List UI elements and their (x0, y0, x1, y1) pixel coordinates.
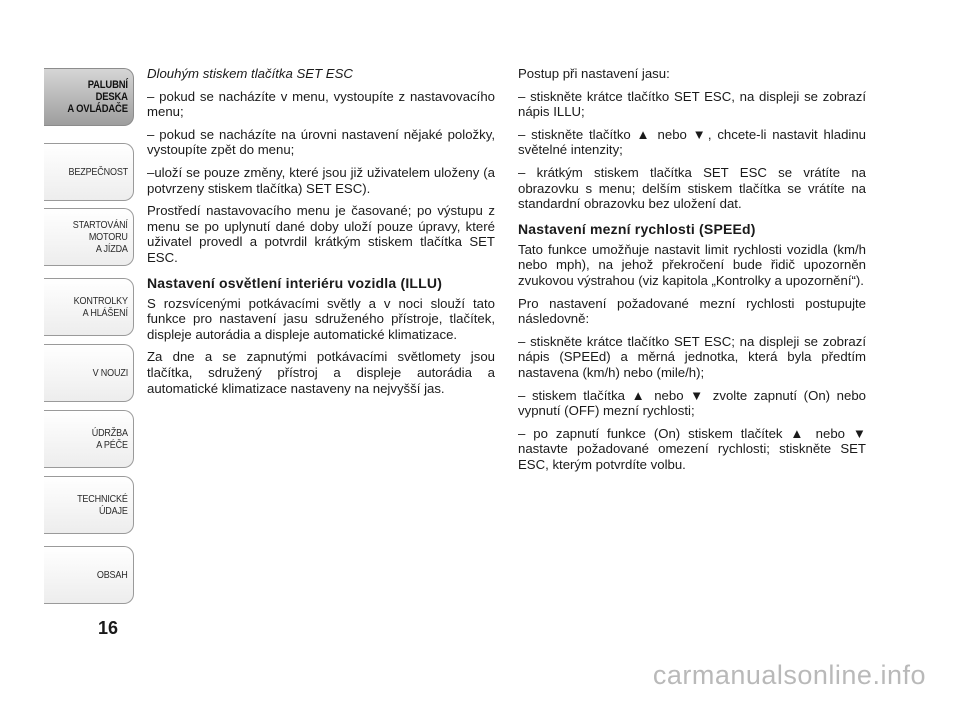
paragraph: – pokud se nacházíte na úrovni nastavení nějaké položky, vystoupíte zpět do menu; (147, 126, 495, 158)
paragraph: S rozsvícenými potkávacími světly a v noci slouží tato funkce pro nastavení jasu sdruženého přístroje, tlačítek, displeje autorádia a displeje automatické klimatizace. (147, 295, 495, 342)
tab-label: OBSAH (97, 569, 128, 581)
paragraph: – stiskněte krátce tlačítko SET ESC, na displeji se zobrazí nápis ILLU; (518, 88, 866, 120)
page-number: 16 (98, 618, 119, 638)
paragraph: – stiskněte tlačítko ▲ nebo ▼, chcete-li nastavit hladinu světelné intenzity; (518, 126, 866, 158)
tab-technicke-udaje[interactable] (44, 476, 134, 534)
tab-label: KONTROLKY A HLÁŠENÍ (73, 295, 128, 319)
paragraph: – po zapnutí funkce (On) stiskem tlačítek ▲ nebo ▼ nastavte požadované omezení rychlosti; stiskněte SET ESC, kterým potvrdíte volbu. (518, 425, 866, 472)
tab-label: ÚDRŽBA A PÉČE (91, 427, 128, 451)
tab-label: TECHNICKÉ ÚDAJE (77, 493, 128, 517)
tab-udrzba[interactable] (44, 410, 134, 468)
paragraph: Tato funkce umožňuje nastavit limit rychlosti vozidla (km/h nebo mph), na jehož překročení bude řidič upozorněn zvukovou výstrahou (viz kapitola „Kontrolky a upozornění“). (518, 241, 866, 288)
paragraph: – krátkým stiskem tlačítka SET ESC se vrátíte na obrazovku s menu; delším stiskem tlačítka se vrátíte na standardní obrazovku bez uložení dat. (518, 164, 866, 212)
paragraph: – pokud se nacházíte v menu, vystoupíte z nastavovacího menu; (147, 88, 495, 120)
tab-label: BEZPEČNOST (68, 166, 128, 178)
paragraph: –uloží se pouze změny, které jsou již uživatelem uloženy (a potvrzeny stiskem tlačítka) SET ESC). (147, 164, 495, 196)
paragraph: – stiskem tlačítka ▲ nebo ▼ zvolte zapnutí (On) nebo vypnutí (OFF) mezní rychlosti; (518, 387, 866, 419)
right-text-column (518, 66, 866, 479)
tab-palubni-deska[interactable] (44, 68, 134, 126)
paragraph: Za dne a se zapnutými potkávacími světlomety jsou tlačítka, sdružený přístroj a displeje autorádia a automatické klimatizace nastaveny na nejvyšší jas. (147, 349, 495, 396)
paragraph: Dlouhým stiskem tlačítka SET ESC (147, 66, 353, 81)
paragraph: – stiskněte krátce tlačítko SET ESC; na displeji se zobrazí nápis (SPEEd) a měrná jednotka, která byla předtím nastavena (km/h) nebo (mile/h); (518, 333, 866, 380)
paragraph: Pro nastavení požadované mezní rychlosti postupujte následovně: (518, 295, 866, 327)
paragraph: Postup při nastavení jasu: (518, 66, 670, 81)
watermark: carmanualsonline.info (652, 660, 926, 690)
tab-bezpecnost[interactable] (44, 143, 134, 201)
tab-startovani[interactable] (44, 208, 134, 266)
tab-kontrolky[interactable] (44, 278, 134, 336)
tab-v-nouzi[interactable] (44, 344, 134, 402)
section-heading-illu: Nastavení osvětlení interiéru vozidla (ILLU) (147, 274, 443, 291)
left-text-column (147, 66, 495, 403)
section-heading-speed: Nastavení mezní rychlosti (SPEEd) (518, 220, 756, 237)
tab-label: STARTOVÁNÍ MOTORU A JÍZDA (72, 219, 128, 255)
tab-obsah[interactable] (44, 546, 134, 604)
tab-label: V NOUZI (92, 367, 128, 379)
tab-label: PALUBNÍ DESKA A OVLÁDAČE (67, 79, 128, 115)
paragraph: Prostředí nastavovacího menu je časované; po výstupu z menu se po uplynutí dané doby uloží pouze úpravy, které uživatel provedl a potvrdil krátkým stiskem tlačítka SET ESC. (147, 203, 495, 265)
